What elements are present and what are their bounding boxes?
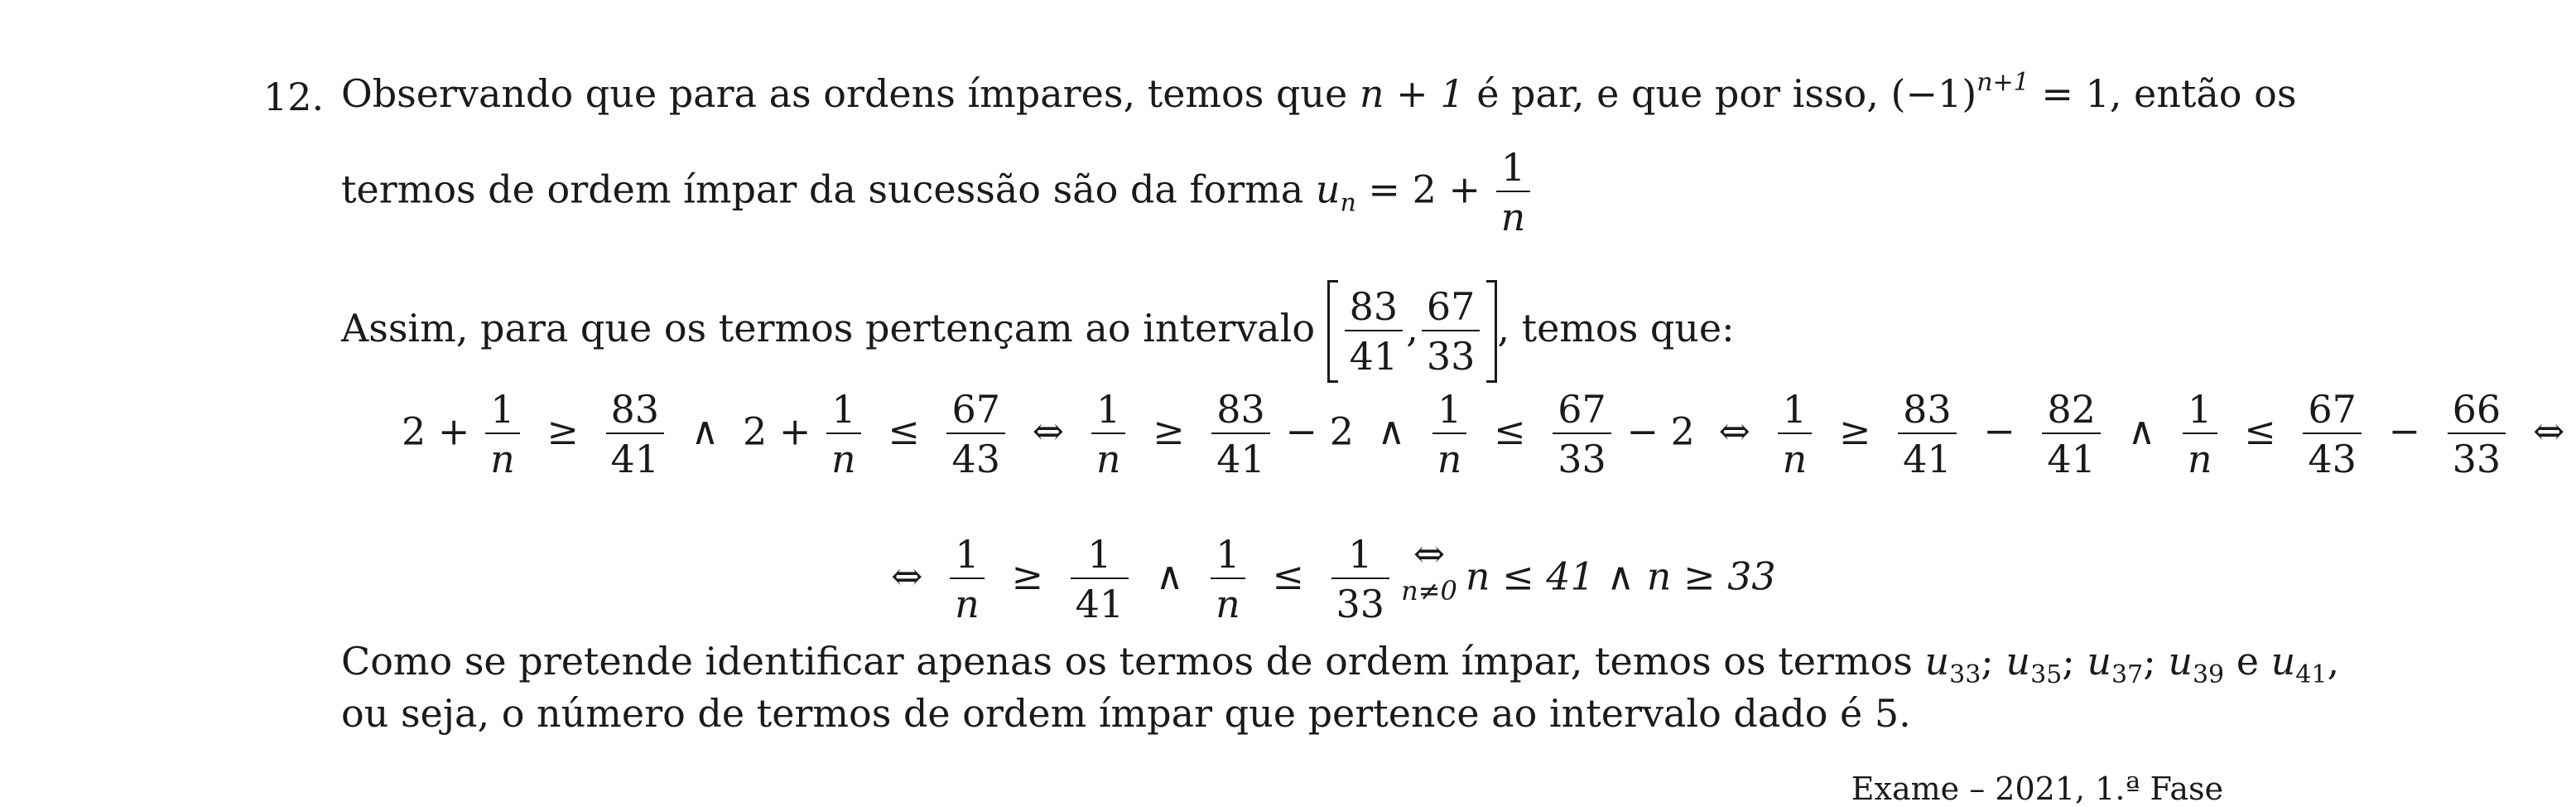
text: Como se pretende identificar apenas os termos de ordem ímpar, temos os termos (341, 639, 1925, 684)
sequence-term: u (1315, 167, 1341, 212)
text: Observando que para as ordens ímpares, temos que (341, 71, 1360, 116)
term: 2 + (402, 408, 470, 454)
text: = 1, então os (2029, 71, 2297, 116)
right-bracket (1486, 280, 1497, 383)
numerator: 83 (1898, 389, 1957, 434)
denominator: 41 (2047, 437, 2096, 482)
fraction (2448, 389, 2506, 480)
numerator: 1 (1496, 147, 1531, 192)
relation: ≤ (888, 408, 920, 454)
denominator: 43 (951, 437, 1001, 482)
fraction (1091, 389, 1126, 480)
denominator: 33 (2452, 437, 2501, 482)
text: Assim, para que os termos pertençam ao intervalo (341, 306, 1316, 350)
sequence-term: u (1924, 639, 1950, 684)
paragraph-1-line-2 (341, 147, 1534, 238)
fraction (946, 389, 1005, 480)
logical-and: ∧ (2127, 408, 2156, 454)
denominator: 41 (1075, 582, 1124, 627)
fraction (606, 389, 665, 480)
math-expression: n + 1 (1359, 71, 1465, 116)
equivalence: ⇔ (2532, 408, 2565, 454)
text: = 2 + (1355, 167, 1493, 212)
exponent: n+1 (1977, 68, 2030, 97)
subscript: n (1340, 188, 1356, 218)
sequence-term: u (2005, 639, 2031, 684)
denominator: n (1216, 582, 1240, 627)
denominator: n (1437, 437, 1462, 482)
minus: − (1983, 408, 2015, 454)
fraction (1898, 389, 1957, 480)
numerator: 67 (1422, 287, 1481, 331)
numerator: 1 (1432, 389, 1467, 434)
equivalence: ⇔ (891, 553, 923, 599)
numerator: 67 (946, 389, 1005, 434)
left-bracket (1327, 280, 1338, 383)
fraction (1432, 389, 1467, 480)
relation: ≤ (2244, 408, 2276, 454)
fraction (1778, 389, 1813, 480)
sequence-term: u (2168, 639, 2193, 684)
text: termos de ordem ímpar da sucessão são da forma (341, 167, 1316, 212)
fraction (826, 389, 861, 480)
numerator: 1 (950, 534, 985, 579)
fraction (2042, 389, 2101, 480)
term: − 2 (1285, 408, 1354, 454)
sequence-term: u (2270, 639, 2296, 684)
equivalence: ⇔ (1718, 408, 1750, 454)
denominator: 41 (1216, 437, 1265, 482)
denominator: 33 (1426, 334, 1476, 379)
equivalence: ⇔ (1032, 408, 1065, 454)
numerator: 1 (1331, 534, 1390, 579)
numerator: 1 (1778, 389, 1813, 434)
fraction (485, 389, 520, 480)
paragraph-3-line-1 (341, 639, 2340, 689)
separator: ; (1981, 639, 2006, 684)
term: 2 + (742, 408, 811, 454)
numerator: 83 (606, 389, 665, 434)
numerator: 1 (1091, 389, 1126, 434)
term: − 2 (1626, 408, 1695, 454)
numerator: 67 (2303, 389, 2362, 434)
equation-line-2 (879, 531, 1776, 627)
denominator: 41 (1903, 437, 1952, 482)
text: , (2327, 639, 2340, 684)
text: , temos que: (1497, 306, 1735, 350)
separator: ; (2143, 639, 2169, 684)
text: é par, e que por isso, (−1) (1464, 71, 1977, 116)
item-number: 12. (263, 75, 325, 119)
denominator: n (955, 582, 980, 627)
fraction (1211, 534, 1245, 625)
separator: ; (2062, 639, 2087, 684)
relation: ≥ (1838, 408, 1871, 454)
sequence-term: u (2087, 639, 2112, 684)
relation: ≥ (1011, 553, 1043, 599)
fraction (1345, 283, 1404, 379)
subscript: 41 (2295, 660, 2328, 689)
equivalence-with-condition (1401, 531, 1457, 606)
paragraph-2: Assim, para que os termos pertençam ao intervalo $\frac{83}{41}$ , $\frac{67}{33}$ , temos que: (341, 280, 1735, 383)
fraction (1553, 389, 1611, 480)
minus: − (2388, 408, 2421, 454)
numerator: 1 (1071, 534, 1129, 579)
denominator: 33 (1558, 437, 1606, 482)
denominator: n (831, 437, 856, 482)
relation: ≥ (1153, 408, 1185, 454)
subscript: 35 (2030, 660, 2063, 689)
fraction (2183, 389, 2217, 480)
denominator: n (1095, 437, 1121, 482)
fraction (1331, 534, 1390, 625)
fraction (1071, 534, 1129, 625)
fraction (1496, 147, 1531, 238)
condition: n≠0 (1401, 575, 1457, 606)
denominator: n (1782, 437, 1808, 482)
subscript: 33 (1949, 660, 1981, 689)
denominator: 33 (1336, 582, 1385, 627)
denominator: 43 (2308, 437, 2357, 482)
numerator: 83 (1211, 389, 1270, 434)
logical-and: ∧ (691, 408, 720, 454)
fraction (1422, 283, 1481, 379)
denominator: n (2187, 437, 2212, 482)
equivalence: ⇔ (1413, 531, 1446, 576)
paragraph-1-line-1 (341, 68, 2297, 116)
numerator: 83 (1345, 287, 1404, 331)
logical-and: ∧ (1377, 408, 1406, 454)
numerator: 67 (1553, 389, 1611, 434)
denominator: 41 (1349, 334, 1399, 379)
subscript: 37 (2111, 660, 2144, 689)
numerator: 1 (485, 389, 520, 434)
numerator: 1 (2183, 389, 2217, 434)
relation: ≤ (1272, 553, 1304, 599)
fraction (1211, 389, 1270, 480)
logical-and: ∧ (1155, 553, 1184, 599)
denominator: 41 (610, 437, 660, 482)
relation: ≥ (546, 408, 579, 454)
source-citation: Exame – 2021, 1.ª Fase (1851, 771, 2223, 807)
numerator: 82 (2042, 389, 2101, 434)
denominator: n (490, 437, 515, 482)
subscript: 39 (2192, 660, 2225, 689)
fraction (950, 534, 985, 625)
fraction (2303, 389, 2362, 480)
numerator: 1 (826, 389, 861, 434)
relation: ≤ (1494, 408, 1526, 454)
numerator: 1 (1211, 534, 1245, 579)
solution: n ≤ 41 ∧ n ≥ 33 (1465, 553, 1776, 599)
paragraph-3-line-2: ou seja, o número de termos de ordem ímpar que pertence ao intervalo dado é 5. (341, 691, 1911, 736)
text: e (2224, 639, 2271, 684)
denominator: n (1500, 195, 1526, 240)
equation-line-1 (402, 389, 2576, 480)
numerator: 66 (2448, 389, 2506, 434)
